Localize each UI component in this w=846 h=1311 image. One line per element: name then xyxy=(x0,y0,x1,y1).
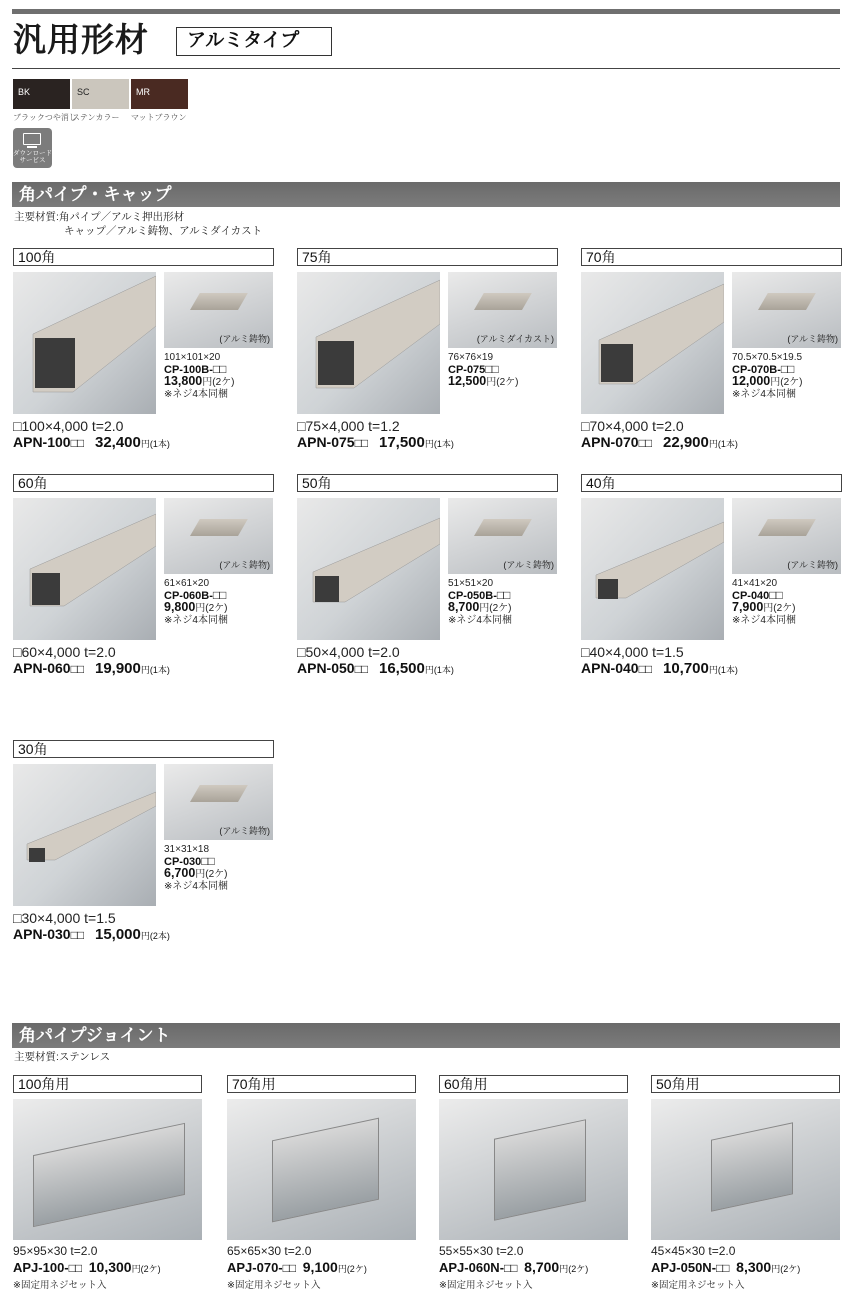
cap-size: 70.5×70.5×19.5 xyxy=(732,352,803,363)
cap-note: ※ネジ4本同梱 xyxy=(448,614,512,626)
cap-size: 61×61×20 xyxy=(164,578,210,589)
color-swatch-mr: MR xyxy=(131,79,188,109)
cap-material-tag: (アルミ鋳物) xyxy=(787,560,838,570)
cap-material-tag: (アルミ鋳物) xyxy=(219,826,270,836)
cap-shape xyxy=(474,519,532,536)
pipe-code: APN-100 xyxy=(13,434,71,450)
joint-price: 8,700 xyxy=(524,1259,560,1275)
pipe-unit: 円(1本) xyxy=(140,665,170,675)
color-code-boxes: □□ xyxy=(68,1261,82,1275)
color-name-sc: ステンカラー xyxy=(72,113,120,122)
section-title-joint: 角パイプジョイント xyxy=(12,1023,840,1048)
color-name-bk: ブラックつや消し xyxy=(13,113,77,122)
top-rule xyxy=(12,9,840,14)
page-title: 汎用形材 xyxy=(13,21,149,58)
pipe-unit: 円(2本) xyxy=(140,931,170,941)
color-code-boxes: □□ xyxy=(716,1261,729,1275)
cap-material-tag: (アルミ鋳物) xyxy=(787,334,838,344)
color-code-boxes: □□ xyxy=(212,587,226,602)
pipe-unit: 円(1本) xyxy=(140,439,170,449)
joint-note: ※固定用ネジセット入 xyxy=(227,1280,321,1291)
pipe-price: 19,900 xyxy=(94,660,141,677)
cap-unit: 円(2ケ) xyxy=(770,377,803,388)
joint-note: ※固定用ネジセット入 xyxy=(13,1280,107,1291)
pipe-price: 22,900 xyxy=(662,434,709,451)
pipe-price-line xyxy=(13,434,170,452)
joint-price: 10,300 xyxy=(88,1259,132,1275)
download-service-icon[interactable] xyxy=(13,128,52,168)
cap-unit: 円(2ケ) xyxy=(486,377,519,388)
cap-code: CP-050B- xyxy=(448,589,497,602)
joint-price-line xyxy=(651,1259,800,1275)
cap-note: ※ネジ4本同梱 xyxy=(164,388,228,400)
cap-shape xyxy=(758,293,816,310)
joint-unit: 円(2ケ) xyxy=(337,1264,367,1274)
cap-spec xyxy=(164,578,228,626)
joint-shape xyxy=(494,1119,586,1221)
cap-price: 6,700 xyxy=(164,866,196,880)
color-code-boxes: □□ xyxy=(638,662,652,676)
pipe-dimension: □50×4,000 t=2.0 xyxy=(297,644,400,660)
joint-price-line xyxy=(227,1259,367,1275)
joint-price: 9,100 xyxy=(302,1259,338,1275)
square-pipe-drawing xyxy=(13,764,156,906)
pipe-size-label: 70角 xyxy=(581,248,842,266)
color-code-boxes: □□ xyxy=(212,361,226,376)
cap-code: CP-060B- xyxy=(164,589,213,602)
pipe-code: APN-030 xyxy=(13,926,71,942)
cap-code: CP-030 xyxy=(164,855,202,868)
pipe-code: APN-060 xyxy=(13,660,71,676)
cap-price: 13,800 xyxy=(164,374,203,388)
joint-image xyxy=(439,1099,628,1240)
cap-note: ※ネジ4本同梱 xyxy=(164,614,228,626)
joint-note: ※固定用ネジセット入 xyxy=(651,1280,745,1291)
cap-material-tag: (アルミ鋳物) xyxy=(503,560,554,570)
pipe-unit: 円(1本) xyxy=(708,665,738,675)
color-code-boxes: □□ xyxy=(638,436,652,450)
cap-price: 9,800 xyxy=(164,600,196,614)
joint-price-line xyxy=(13,1259,161,1275)
pipe-price: 15,000 xyxy=(94,926,141,943)
color-swatch-sc: SC xyxy=(72,79,129,109)
cap-shape xyxy=(758,519,816,536)
joint-material-note: 主要材質:ステンレス xyxy=(14,1051,111,1063)
color-swatch-bk: BK xyxy=(13,79,70,109)
pipe-dimension: □30×4,000 t=1.5 xyxy=(13,910,116,926)
square-pipe-drawing xyxy=(13,272,156,414)
joint-size-label: 50角用 xyxy=(651,1075,840,1093)
joint-image xyxy=(227,1099,416,1240)
cap-price: 12,000 xyxy=(732,374,771,388)
joint-unit: 円(2ケ) xyxy=(559,1264,589,1274)
color-code-boxes: □□ xyxy=(201,853,214,868)
page-subtitle: アルミタイプ xyxy=(176,27,332,56)
color-code-boxes: □□ xyxy=(354,662,368,676)
cap-size: 31×31×18 xyxy=(164,844,210,855)
pipe-price-line xyxy=(297,660,454,678)
pipe-code: APN-040 xyxy=(581,660,639,676)
cap-shape xyxy=(190,519,248,536)
cap-code: CP-075 xyxy=(448,363,486,376)
download-label: ダウンロードサービス xyxy=(13,150,52,164)
joint-code: APJ-070- xyxy=(227,1260,283,1275)
pipe-code: APN-050 xyxy=(297,660,355,676)
joint-code: APJ-100- xyxy=(13,1260,69,1275)
pipe-price-line xyxy=(13,926,170,944)
pipe-image xyxy=(297,498,440,640)
color-code-boxes: □□ xyxy=(769,587,782,602)
pipe-price-line xyxy=(581,660,738,678)
joint-note: ※固定用ネジセット入 xyxy=(439,1280,533,1291)
joint-shape xyxy=(33,1123,185,1227)
joint-size-label: 60角用 xyxy=(439,1075,628,1093)
joint-price: 8,300 xyxy=(736,1259,772,1275)
cap-image xyxy=(732,272,841,348)
pipe-unit: 円(1本) xyxy=(708,439,738,449)
cap-image xyxy=(732,498,841,574)
joint-dimension: 45×45×30 t=2.0 xyxy=(651,1244,736,1258)
cap-spec xyxy=(164,352,234,400)
cap-unit: 円(2ケ) xyxy=(195,869,228,880)
pipe-unit: 円(1本) xyxy=(424,665,454,675)
pipe-size-label: 60角 xyxy=(13,474,274,492)
section-title-pipe-cap: 角パイプ・キャップ xyxy=(12,182,840,207)
pipe-code: APN-075 xyxy=(297,434,355,450)
joint-dimension: 65×65×30 t=2.0 xyxy=(227,1244,312,1258)
cap-image xyxy=(164,498,273,574)
pipe-image xyxy=(13,272,156,414)
pipe-price: 32,400 xyxy=(94,434,141,451)
square-pipe-drawing xyxy=(297,272,440,414)
joint-dimension: 95×95×30 t=2.0 xyxy=(13,1244,98,1258)
square-pipe-drawing xyxy=(297,498,440,640)
cap-price: 7,900 xyxy=(732,600,764,614)
cap-image xyxy=(448,498,557,574)
cap-code: CP-100B- xyxy=(164,363,213,376)
pipe-dimension: □70×4,000 t=2.0 xyxy=(581,418,684,434)
pipe-dimension: □75×4,000 t=1.2 xyxy=(297,418,400,434)
joint-code: APJ-060N- xyxy=(439,1260,505,1275)
cap-spec xyxy=(164,844,228,892)
cap-image xyxy=(164,764,273,840)
cap-note: ※ネジ4本同梱 xyxy=(732,614,796,626)
pipe-price: 10,700 xyxy=(662,660,709,677)
pipe-dimension: □100×4,000 t=2.0 xyxy=(13,418,124,434)
cap-image xyxy=(448,272,557,348)
joint-dimension: 55×55×30 t=2.0 xyxy=(439,1244,524,1258)
pipe-size-label: 40角 xyxy=(581,474,842,492)
joint-image xyxy=(13,1099,202,1240)
cap-spec xyxy=(448,352,518,389)
pipe-price-line xyxy=(581,434,738,452)
cap-size: 41×41×20 xyxy=(732,578,778,589)
pipe-dimension: □60×4,000 t=2.0 xyxy=(13,644,116,660)
joint-price-line xyxy=(439,1259,588,1275)
pipe-image xyxy=(297,272,440,414)
cap-price: 12,500 xyxy=(448,374,487,388)
pipe-dimension: □40×4,000 t=1.5 xyxy=(581,644,684,660)
cap-unit: 円(2ケ) xyxy=(763,603,796,614)
color-code-boxes: □□ xyxy=(780,361,794,376)
cap-image xyxy=(164,272,273,348)
color-code-boxes: □□ xyxy=(485,361,498,376)
cap-spec xyxy=(732,352,802,400)
cap-code: CP-040 xyxy=(732,589,770,602)
color-code-boxes: □□ xyxy=(354,436,368,450)
cap-material-tag: (アルミダイカスト) xyxy=(476,334,554,344)
square-pipe-drawing xyxy=(581,498,724,640)
joint-code: APJ-050N- xyxy=(651,1260,717,1275)
pipe-image xyxy=(581,498,724,640)
pipe-image xyxy=(581,272,724,414)
monitor-icon xyxy=(23,133,41,145)
pipe-price-line xyxy=(13,660,170,678)
color-code-boxes: □□ xyxy=(504,1261,517,1275)
cap-material-tag: (アルミ鋳物) xyxy=(219,334,270,344)
joint-size-label: 100角用 xyxy=(13,1075,202,1093)
material-note-2: キャップ／アルミ鋳物、アルミダイカスト xyxy=(64,225,263,237)
square-pipe-drawing xyxy=(581,272,724,414)
cap-size: 101×101×20 xyxy=(164,352,221,363)
pipe-size-label: 75角 xyxy=(297,248,558,266)
joint-shape xyxy=(711,1122,793,1211)
color-code-boxes: □□ xyxy=(70,662,84,676)
cap-price: 8,700 xyxy=(448,600,480,614)
joint-unit: 円(2ケ) xyxy=(131,1264,161,1274)
cap-size: 76×76×19 xyxy=(448,352,494,363)
joint-size-label: 70角用 xyxy=(227,1075,416,1093)
cap-spec xyxy=(732,578,796,626)
color-code-boxes: □□ xyxy=(70,928,84,942)
pipe-image xyxy=(13,498,156,640)
cap-unit: 円(2ケ) xyxy=(479,603,512,614)
color-code-boxes: □□ xyxy=(282,1261,296,1275)
pipe-size-label: 100角 xyxy=(13,248,274,266)
cap-shape xyxy=(474,293,532,310)
pipe-price: 17,500 xyxy=(378,434,425,451)
cap-note: ※ネジ4本同梱 xyxy=(164,880,228,892)
pipe-image xyxy=(13,764,156,906)
pipe-code: APN-070 xyxy=(581,434,639,450)
cap-shape xyxy=(190,293,248,310)
cap-unit: 円(2ケ) xyxy=(195,603,228,614)
joint-unit: 円(2ケ) xyxy=(771,1264,801,1274)
title-divider xyxy=(12,68,840,69)
cap-spec xyxy=(448,578,512,626)
pipe-size-label: 50角 xyxy=(297,474,558,492)
pipe-price-line xyxy=(297,434,454,452)
cap-size: 51×51×20 xyxy=(448,578,494,589)
pipe-price: 16,500 xyxy=(378,660,425,677)
joint-image xyxy=(651,1099,840,1240)
cap-unit: 円(2ケ) xyxy=(202,377,235,388)
color-code-boxes: □□ xyxy=(496,587,510,602)
color-code-boxes: □□ xyxy=(70,436,84,450)
square-pipe-drawing xyxy=(13,498,156,640)
material-note-1: 主要材質:角パイプ／アルミ押出形材 xyxy=(14,211,185,223)
pipe-size-label: 30角 xyxy=(13,740,274,758)
pipe-unit: 円(1本) xyxy=(424,439,454,449)
cap-code: CP-070B- xyxy=(732,363,781,376)
color-name-mr: マットブラウン xyxy=(131,113,187,122)
joint-shape xyxy=(272,1118,379,1223)
cap-shape xyxy=(190,785,248,802)
cap-material-tag: (アルミ鋳物) xyxy=(219,560,270,570)
cap-note: ※ネジ4本同梱 xyxy=(732,388,796,400)
